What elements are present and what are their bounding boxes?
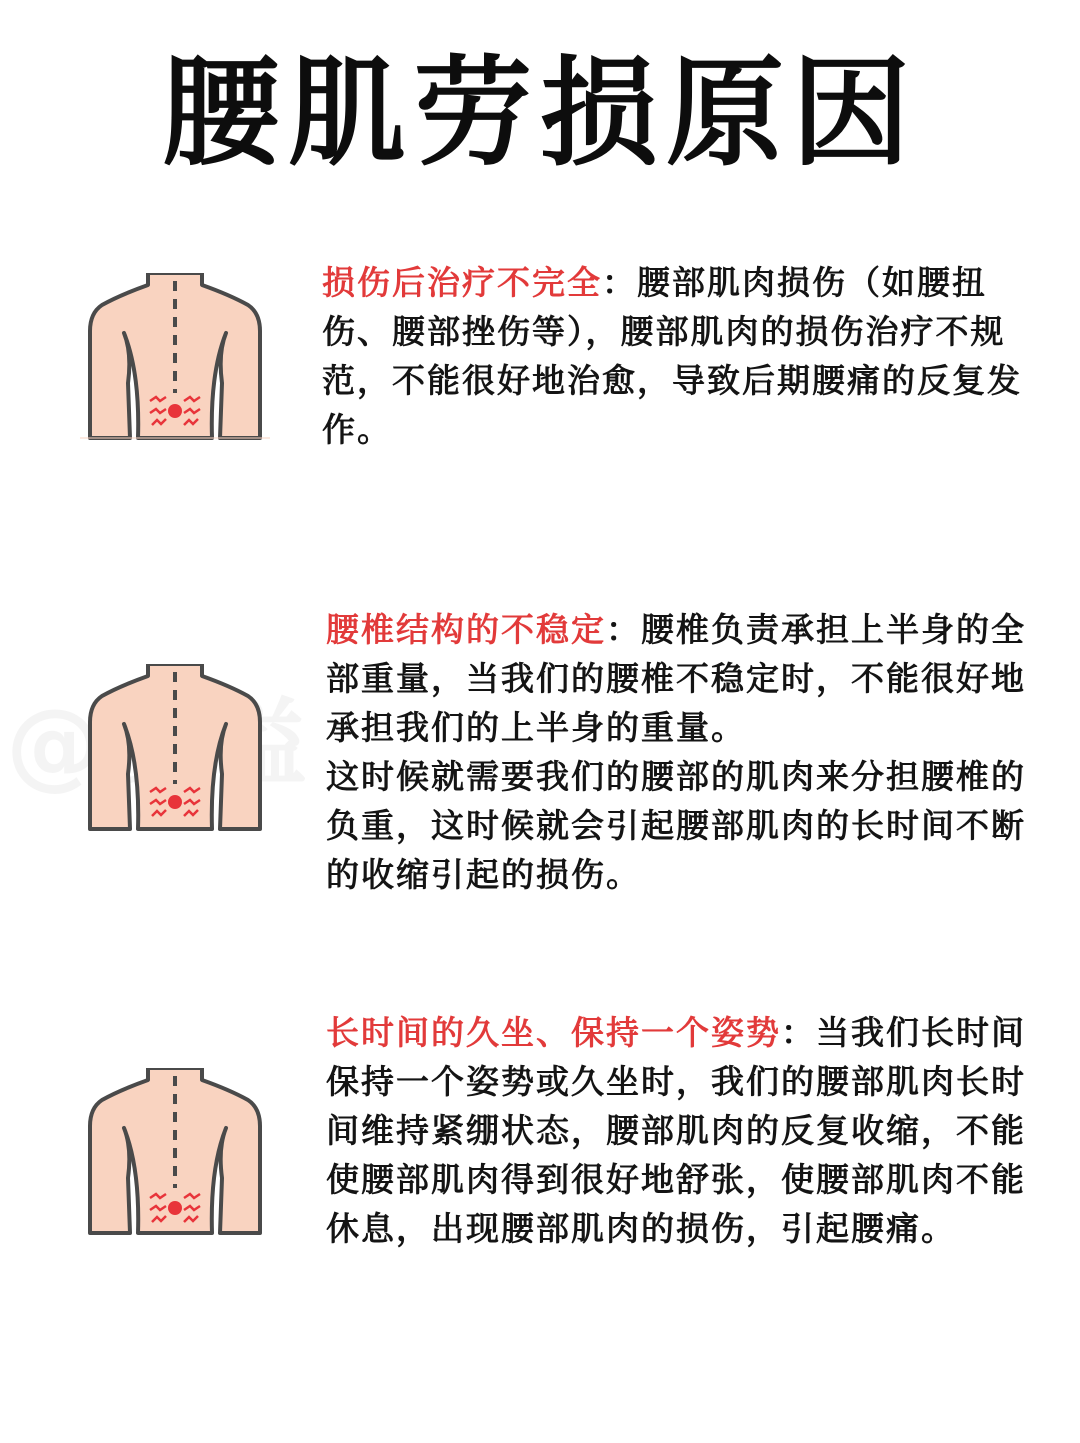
lower-back-pain-icon (80, 1068, 270, 1243)
back-pain-illustration (80, 664, 270, 839)
lower-back-pain-icon (80, 273, 270, 448)
cause-heading-2: 腰椎结构的不稳定 (326, 610, 606, 649)
cause-colon-3: ： (781, 1013, 816, 1052)
cause-text-1 (322, 258, 1044, 454)
cause-heading-3: 长时间的久坐、保持一个姿势 (326, 1013, 781, 1052)
cause-heading-1: 损伤后治疗不完全 (322, 263, 602, 302)
lower-back-pain-icon (80, 664, 270, 839)
back-pain-illustration (80, 273, 270, 448)
cause-colon-1: ： (602, 263, 637, 302)
cause-body-2-continued: 这时候就需要我们的腰部的肌肉来分担腰椎的负重，这时候就会引起腰部肌肉的长时间不断的收缩引起的损伤。 (326, 757, 1026, 894)
cause-body-2: 腰椎负责承担上半身的全部重量，当我们的腰椎不稳定时，不能很好地承担我们的上半身的重量。 (326, 610, 1026, 747)
cause-text-3 (326, 1008, 1046, 1253)
cause-text-2 (326, 605, 1046, 899)
page-title: 腰肌劳损原因 (161, 44, 918, 182)
back-pain-illustration (80, 1068, 270, 1243)
cause-body-3: 当我们长时间保持一个姿势或久坐时，我们的腰部肌肉长时间维持紧绷状态，腰部肌肉的反复收缩，不能使腰部肌肉得到很好地舒张，使腰部肌肉不能休息，出现腰部肌肉的损伤，引起腰痛。 (326, 1013, 1026, 1248)
cause-colon-2: ： (606, 610, 641, 649)
cause-body-1: 腰部肌肉损伤（如腰扭伤、腰部挫伤等），腰部肌肉的损伤治疗不规范，不能很好地治愈，导致后期腰痛的反复发作。 (322, 263, 1022, 449)
